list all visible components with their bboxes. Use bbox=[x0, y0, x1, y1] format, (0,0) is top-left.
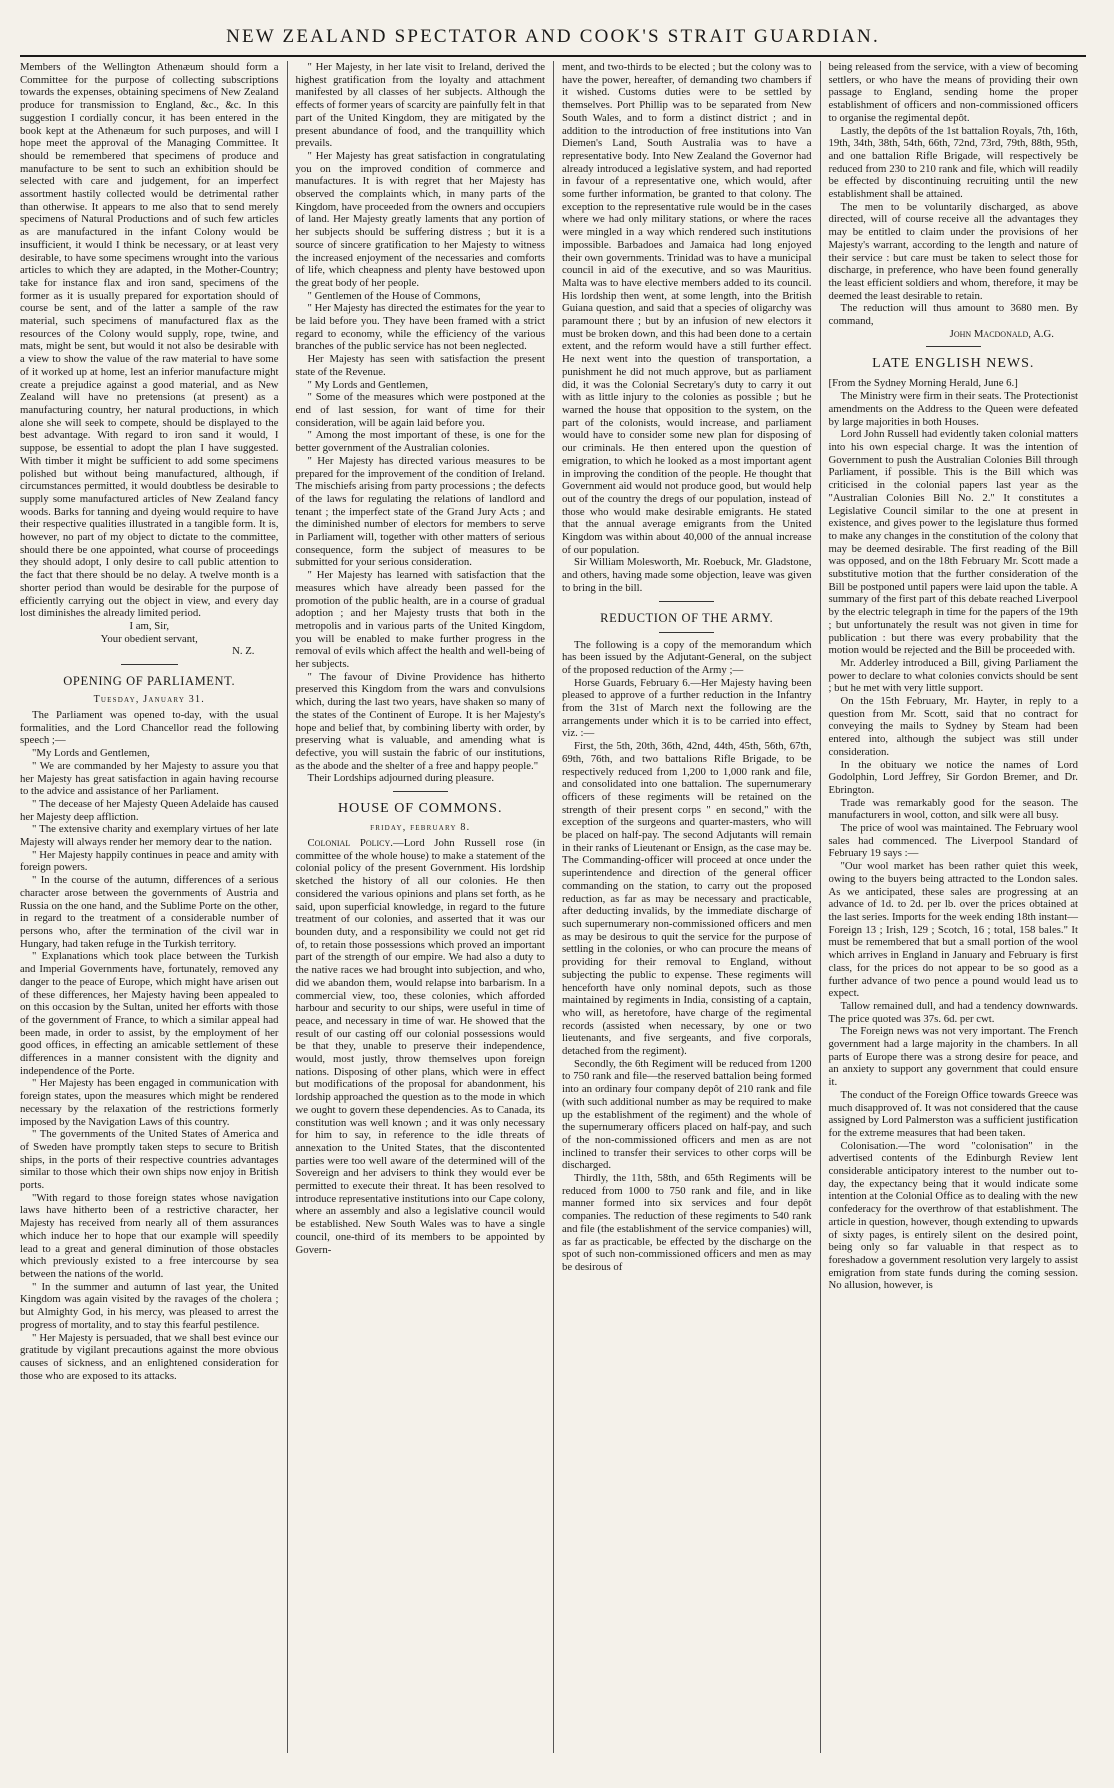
column-1 bbox=[20, 61, 287, 1753]
paragraph: " The decease of her Majesty Queen Adelaide has caused her Majesty deep affliction. bbox=[20, 797, 279, 823]
paragraph: " The favour of Divine Providence has hitherto preserved this Kingdom from the wars and convulsions which, during the last two years, have shaken so many of the states of the Continent of Europe. It is her Majesty's hope and belief that, by combining liberty with order, by preserving what is valuable, and amending what is defective, you will sustain the fabric of our institutions, as the abode and the shelter of a free and happy people." bbox=[295, 670, 545, 772]
divider bbox=[926, 346, 981, 347]
paragraph: " Her Majesty is persuaded, that we shall best evince our gratitude by vigilant precautions against the more obvious causes of sickness, and an enlightened consideration for those who are exposed to its attacks. bbox=[20, 1331, 279, 1382]
paragraph: " Her Majesty has learned with satisfaction that the measures which have already been passed for the promotion of the public health, are in a course of gradual adoption ; and her Majesty trusts that both in the metropolis and in various parts of the United Kingdom, you will be enabled to make further progress in the removal of evils which affect the health and well-being of her subjects. bbox=[295, 569, 545, 671]
column-4 bbox=[820, 61, 1087, 1753]
paragraph: " Gentlemen of the House of Commons, bbox=[307, 289, 481, 302]
paragraph: The reduction will thus amount to 3680 men. By command, bbox=[828, 302, 1078, 328]
letter-closing: Your obedient servant, bbox=[100, 632, 198, 645]
paragraph: Thirdly, the 11th, 58th, and 65th Regiments will be reduced from 1000 to 750 rank and file, and in like manner formed into six services and four depôt companies. The reduction of these regiments to 540 rank and file (the establishment of the service companies) will, as far as practicable, be effected by the discharge on the spot of such non-commissioned officers and men as may be desirous of bbox=[562, 1172, 812, 1273]
columns bbox=[20, 61, 1086, 1753]
divider bbox=[659, 632, 714, 633]
house-of-commons-date: friday, february 8. bbox=[370, 822, 471, 834]
paragraph: The Ministry were firm in their seats. The Protectionist amendments on the Address to the Queen were defeated by large majorities in both Houses. bbox=[828, 390, 1078, 428]
paragraph: Tallow remained dull, and had a tendency downwards. The price quoted was 37s. 6d. per cwt. bbox=[828, 999, 1078, 1025]
paragraph: " Her Majesty happily continues in peace and amity with foreign powers. bbox=[20, 848, 279, 874]
paragraph: The following is a copy of the memorandum which has been issued by the Adjutant-General, on the subject of the proposed reduction of the Army ;— bbox=[562, 638, 812, 676]
paragraph: "My Lords and Gentlemen, bbox=[32, 747, 150, 760]
paragraph: The men to be voluntarily discharged, as above directed, will of course receive all the advantages they may be entitled to claim under the provisions of her Majesty's warrant, according to the length and nature of their service : but care must be taken to select those for discharge, in preference, who have been found generally the least efficient soldiers and whom, therefore, it may be deemed the least desirable to retain. bbox=[828, 200, 1078, 302]
paragraph: First, the 5th, 20th, 36th, 42nd, 44th, 45th, 56th, 67th, 69th, 76th, and two battalions Rifle Brigade, to be respectively reduced from 1,200 to 1,000 rank and file, and consolidated into one battalion. The supernumerary officers of these regiments will be retained on the strength of their present corps " en second," with the exception of the surgeons and quarter-masters, who will be placed on half-pay. The second Adjutants will remain in their ranks of Lieutenant or Ensign, as the case may be. The Commanding-officer will proceed at once under the superintendence and direction of the general officer commanding on the station, to carry out the proposed reduction, as far as may be necessary and practicable, after deducting invalids, by the immediate discharge of such supernumerary non-commissioned officers and men as may be desirous to quit the service for the purpose of settling in the colonies, or who can procure the means of providing for their removal to England, without subjecting the public to expense. These regiments will henceforth have only nominal depots, such as those maintained by regiments in India, consisting of a captain, who will, as heretofore, have charge of the regimental records (assisted when necessary, by one or two lieutenants, and five sergeants, and five corporals, detached from the regiment). bbox=[562, 740, 812, 1058]
paragraph: Lord John Russell had evidently taken colonial matters into his own especial charge. It was the intention of Government to push the Australian Colonies Bill through Parliament, if possible. This is the Bill which was criticised in the colonial papers last year as the "Australian Colonies Bill No. 2." It constitutes a Legislative Council similar to the one at present in existence, and gives power to the legislature thus formed to make any changes in the constitution of the colony that may be deemed desirable. The first reading of the Bill was opposed, and on the 18th February Mr. Scott made a substitutive motion that the further consideration of the Bill be postponed until papers were laid upon the table. A summary of the first part of this debate reached Liverpool by the electric telegraph in time for the papers of the 19th ; but unfortunately the result was not given in time for publication : but there was every probability that the motion would be rejected and the Bill be proceeded with. bbox=[828, 428, 1078, 657]
letter-signature: N. Z. bbox=[232, 645, 255, 658]
paragraph: Lastly, the depôts of the 1st battalion Royals, 7th, 16th, 19th, 34th, 38th, 54th, 66th, 72nd, 73rd, 79th, 88th, 95th, and one battalion Rifle Brigade, will respectively be reduced from 230 to 210 rank and file, which will readily be effected by discontinuing recruiting until the new establishment shall be attained. bbox=[828, 124, 1078, 201]
late-news-source: [From the Sydney Morning Herald, June 6.] bbox=[828, 377, 1018, 390]
paragraph: Their Lordships adjourned during pleasure. bbox=[307, 772, 495, 785]
paragraph: being released from the service, with a view of becoming settlers, or who have the means of providing their own passage to England, sending home the proper establishment of officers and non-commissioned officers to organise the regimental depôt. bbox=[828, 61, 1078, 124]
column-2 bbox=[287, 61, 554, 1753]
divider bbox=[121, 664, 178, 665]
paragraph: " The extensive charity and exemplary virtues of her late Majesty will always render her memory dear to the nation. bbox=[20, 823, 279, 849]
paragraph: "Our wool market has been rather quiet this week, owing to the buyers being attracted to the London sales. As we anticipated, these sales are progressing at an advance of 1d. to 2d. per lb. over the prices obtained at the last series. Imports for the week ending 18th instant—Foreign 13 ; Irish, 129 ; Scotch, 16 ; total, 158 bales." It must be remembered that but a small portion of the wool which arrives in England in January and February is first class, for the prices do not appear to be so good as a further advance of two pence a pound would lead us to expect. bbox=[828, 860, 1078, 1000]
paragraph: Trade was remarkably good for the season. The manufacturers in wool, cotton, and silk were all busy. bbox=[828, 796, 1078, 822]
colonial-policy-paragraph bbox=[296, 837, 546, 1256]
paragraph: "With regard to those foreign states whose navigation laws have hitherto been of a restrictive character, her Majesty has received from nearly all of them assurances which induce her to hope that our example will speedily lead to a great and general diminution of those obstacles which previously existed to a free intercourse by sea between the nations of the world. bbox=[20, 1191, 279, 1280]
paragraph: " Her Majesty has been engaged in communication with foreign states, upon the measures which might be rendered necessary by the relaxation of the restrictions formerly imposed by the Navigation Laws of this country. bbox=[20, 1077, 279, 1128]
opening-parliament-heading: OPENING OF PARLIAMENT. bbox=[63, 674, 236, 689]
letter-salutation: I am, Sir, bbox=[129, 619, 170, 632]
paragraph: The price of wool was maintained. The February wool sales had commenced. The Liverpool Standard of February 19 says :— bbox=[828, 822, 1078, 860]
divider bbox=[393, 791, 448, 792]
paragraph: Mr. Adderley introduced a Bill, giving Parliament the power to declare to what colonies convicts should be sent ; but he met with very little support. bbox=[828, 656, 1078, 695]
late-english-news-heading: LATE ENGLISH NEWS. bbox=[872, 356, 1035, 372]
colonial-policy-lead: Colonial Policy. bbox=[307, 837, 393, 850]
paragraph: " Her Majesty has directed the estimates for the year to be laid before you. They have been framed with a strict regard to economy, while the efficiency of the various branches of the public service has not been neglected. bbox=[295, 302, 545, 353]
paragraph: " We are commanded by her Majesty to assure you that her Majesty has great satisfaction in again having recourse to the advice and assistance of her Parliament. bbox=[20, 759, 279, 798]
paragraph: Secondly, the 6th Regiment will be reduced from 1200 to 750 rank and file—the reserved battalion being formed into an ordinary four company depôt of 210 rank and file (with such additional number as may be required to make up the establishment of the regiment) and the whole of the supernumerary officers placed on half-pay, and such of the non-commissioned officers and men as are not inclined to transfer their services to other corps will be discharged. bbox=[562, 1057, 812, 1172]
paragraph: On the 15th February, Mr. Hayter, in reply to a question from Mr. Scott, said that no contract for conveying the mails to Sydney by Steam had been entered into, although the subject was still under consideration. bbox=[828, 695, 1078, 758]
paragraph: Colonisation.—The word "colonisation" in the advertised contents of the Edinburgh Review lent considerable anticipatory interest to the number out to-day, the expectancy being that it would indicate some intention at the Colonial Office as to dealing with the new confederacy for the overthrow of that establishment. The article in question, however, though extending to upwards of sixty pages, is entirely silent on the desired point, being only so far valuable in that respect as to foreshadow a government resolution very largely to assist emigration from state funds during the coming session. No allusion, however, is bbox=[828, 1139, 1078, 1292]
paragraph: Horse Guards, February 6.—Her Majesty having been pleased to approve of a further reduction in the Infantry from the 31st of March next the following are the arrangements under which it is to be carried into effect, viz. :— bbox=[562, 676, 812, 740]
divider bbox=[659, 601, 714, 602]
paragraph: " Her Majesty has directed various measures to be prepared for the improvement of the condition of Ireland. The mischiefs arising from party processions ; the defects of the laws for regulating the relations of landlord and tenant ; the imperfect state of the Grand Jury Acts ; and the diminished number of electors for members to serve in Parliament will, together with other matters of serious consequence, form the subject of measures to be submitted for your serious consideration. bbox=[295, 454, 545, 569]
paragraph: " Her Majesty has great satisfaction in congratulating you on the improved condition of commerce and manufactures. It is with regret that her Majesty has observed the complaints which, in many parts of the Kingdom, have proceeded from the owners and occupiers of land. Her Majesty greatly laments that any portion of her subjects should be suffering distress ; but it is a source of sincere gratification to her Majesty to witness the increased enjoyment of the necessaries and comforts of life, which cheapness and plenty have bestowed upon the great body of her people. bbox=[295, 149, 545, 289]
paragraph: The Foreign news was not very important. The French government had a large majority in the chambers. In all parts of Europe there was a strong desire for peace, and an anxiety to support any government that could ensure it. bbox=[828, 1025, 1078, 1089]
paragraph: " Among the most important of these, is one for the better government of the Australian colonies. bbox=[295, 429, 545, 455]
column-3 bbox=[553, 61, 820, 1753]
paragraph: " My Lords and Gentlemen, bbox=[307, 378, 429, 391]
paragraph: " The governments of the United States of America and of Sweden have promptly taken steps to secure to British ships, in the ports of their respective countries advantages similar to those which their own ships now enjoy in British ports. bbox=[20, 1128, 279, 1192]
paragraph: Sir William Molesworth, Mr. Roebuck, Mr. Gladstone, and others, having made some objection, leave was given to bring in the bill. bbox=[562, 556, 812, 594]
paragraph: " In the course of the autumn, differences of a serious character arose between the governments of Austria and Russia on the one hand, and the Sublime Porte on the other, in regard to the treatment of a considerable number of persons who, after the termination of the civil war in Hungary, had taken refuge in the Turkish territory. bbox=[20, 874, 279, 950]
letter-body: Members of the Wellington Athenæum should form a Committee for the purpose of collecting subscriptions towards the expenses, obtaining specimens of New Zealand produce for transmission to England, &c., &c. In this suggestion I cordially concur, it has been entered in the book kept at the Athenæum for such purposes, and will I hope meet the approval of the Managing Committee. It should be remembered that specimens of produce and manufacture to be sent to such an exhibition should be selected with care and judgement, for an imperfect assortment hastily collected would be detrimental rather than otherwise. It appears to me also that to send merely specimens of Natural Productions and of such few articles as are manufactured in the infant Colony would be insufficient, it would I think be necessary, or at least very desirable, to have some specimens wrought into the various articles to which they are adapted, in the Mother-Country; take for instance flax and iron sand, specimens of the former as it is usually prepared for exportation should of course be sent, and of the latter a sample of the raw material, such specimens of manufactured flax as the resources of the Colony would supply, rope, twine, and mats, might be sent, but would it not also be desirable with a view to show the value of the raw material to have some of it worked up at home, lest an inferior manufacture might create a prejudice against a good material, and as New Zealand will have no pretensions (at present) as a manufacturing country, her natural productions, in which alone she will seek to compete, should be displayed to the best advantage. With regard to iron sand it would, I suppose, be essential to adopt the plan I have suggested. With timber it might be sufficient to add some specimens polished but without being manufactured, although, if circumstances permitted, it would doubtless be desirable to supply some manufactured articles of New Zealand fancy woods. Barks for tanning and dyeing would require to have their respective qualities illustrated in a tangible form. It is, however, no part of my object to dictate to the committee, should there be one appointed, what course of proceedings they should adopt, I only desire to call public attention to the fact that there should be no delay. A twelve month is a shorter period than would be desirable for the purpose of efficiently carrying out the object in view, and every day lost diminishes the already limited period. bbox=[20, 61, 279, 620]
reduction-army-heading: REDUCTION OF THE ARMY. bbox=[600, 610, 774, 625]
paragraph: In the obituary we notice the names of Lord Godolphin, Lord Jeffrey, Sir Gordon Bremer, and Dr. Ebrington. bbox=[828, 758, 1078, 796]
paragraph: " In the summer and autumn of last year, the United Kingdom was again visited by the ravages of the cholera ; but Almighty God, in his mercy, was pleased to arrest the progress of mortality, and to stay this fearful pestilence. bbox=[20, 1280, 279, 1331]
paragraph: The conduct of the Foreign Office towards Greece was much disapproved of. It was not considered that the cause assigned by Lord Palmerston was a sufficient justification for the extreme measures that had been taken. bbox=[828, 1088, 1078, 1139]
masthead: NEW ZEALAND SPECTATOR AND COOK'S STRAIT GUARDIAN. bbox=[20, 26, 1086, 57]
paragraph: " Some of the measures which were postponed at the end of last session, for want of time for their consideration, will be again laid before you. bbox=[295, 391, 545, 429]
house-of-commons-heading: HOUSE OF COMMONS. bbox=[338, 801, 503, 817]
paragraph: Her Majesty has seen with satisfaction the present state of the Revenue. bbox=[295, 353, 545, 378]
paragraph: " Her Majesty, in her late visit to Ireland, derived the highest gratification from the loyalty and attachment manifested by all classes of her subjects. Although the effects of former years of scarcity are painfully felt in that part of the United Kingdom, they are mitigated by the present abundance of food, and the tranquillity which prevails. bbox=[295, 61, 545, 150]
colonial-policy-text: —Lord John Russell rose (in committee of the whole house) to make a statement of the colonial policy of the present Government. His lordship sketched the history of all our colonies. He then considered the various opinions and plans set forth, as he said, upon superficial knowledge, in regard to the future treatment of our colonies, and asserted that it was our bounden duty, and a responsibility we could not get rid of, to retain those possessions which proved an important part of the strength of our empire. We had also a duty to the native races we had brought into subjection, and who, did we abandon them, would relapse into barbarism. In a commercial view, too, these colonies, which afforded harbour and security to our ships, were useful in time of peace, and necessary in time of war. He showed that the result of our casting off our colonial possessions would be that they, unable to preserve their independence, would, most justly, throw themselves upon foreign nations. Disposing of other plans, which were in effect but modifications of the proposal for abandonment, his lordship approached the question as to the mode in which we ought to govern these dependencies. As to Canada, its constitution was well known ; and it was only necessary for him to say, in reference to the idle threats of annexation to the United States, that the discontented parties were too well aware of the determined will of the Sovereign and her advisers to think they would ever be permitted to execute their threat. It has been resolved to introduce representative institutions into our Cape colony, where an assembly and also a legislative council would be established. New South Wales was to have a single council, one-third of its members to be appointed by Govern- bbox=[295, 837, 545, 1256]
paragraph: " Explanations which took place between the Turkish and Imperial Governments have, fortunately, removed any danger to the peace of Europe, which might have arisen out of these differences, her Majesty having been appealed to on this occasion by the Sultan, united her efforts with those of the government of France, to which a similar appeal had been made, in order to assist, by the employment of her good offices, in effecting an amicable settlement of these differences in a manner consistent with the dignity and independence of the Porte. bbox=[20, 950, 279, 1077]
opening-parliament-date: Tuesday, January 31. bbox=[93, 694, 205, 706]
paragraph: The Parliament was opened to-day, with the usual formalities, and the Lord Chancellor read the following speech ;— bbox=[20, 709, 279, 747]
paragraph: ment, and two-thirds to be elected ; but the colony was to have the power, hereafter, of demanding two chambers if it wished. Customs duties were to be settled by themselves. Port Phillip was to be separated from New South Wales, and to form a distinct district ; and in addition to the introduction of free institutions into Van Diemen's Land, South Australia was to have a representative body. Into New Zealand the Governor had already introduced a legislative system, and had reported in favour of a representative one, which would, after some further information, be granted to that colony. The exception to the representative rule would be in the cases where we had only military stations, or where the races were mingled in a way which rendered such institutions impossible. Barbadoes and Jamaica had long enjoyed their own governments. Trinidad was to have a municipal council in aid of the executive, and so was Mauritius. Malta was to have elective members added to its council. His lordship then went, at some length, into the British Guiana question, and said that a species of oligarchy was paramount there ; but by an infusion of new electors it must be broken down, and this had been done to a certain extent, and the reform would have a still further effect. He next went into the question of transportation, a punishment he did not much approve, but as parliament did, it was the Colonial Secretary's duty to carry it out with as little injury to the colonies as possible ; but he warned the house that opposition to the system, on the part of the colonists, would increase, and parliament would have to consider some new plan for disposing of our criminals. He then entered upon the question of emigration, to which he looked as a most important agent in improving the condition of the people. He thought that Government aid would not produce good, but would help out of the country the dregs of our population, instead of those who would make desirable emigrants. He stated that the annual average emigrants from the United Kingdom was within about 40,000 of the annual increase of our population. bbox=[562, 61, 812, 556]
army-signature: John Macdonald, A.G. bbox=[949, 327, 1054, 340]
